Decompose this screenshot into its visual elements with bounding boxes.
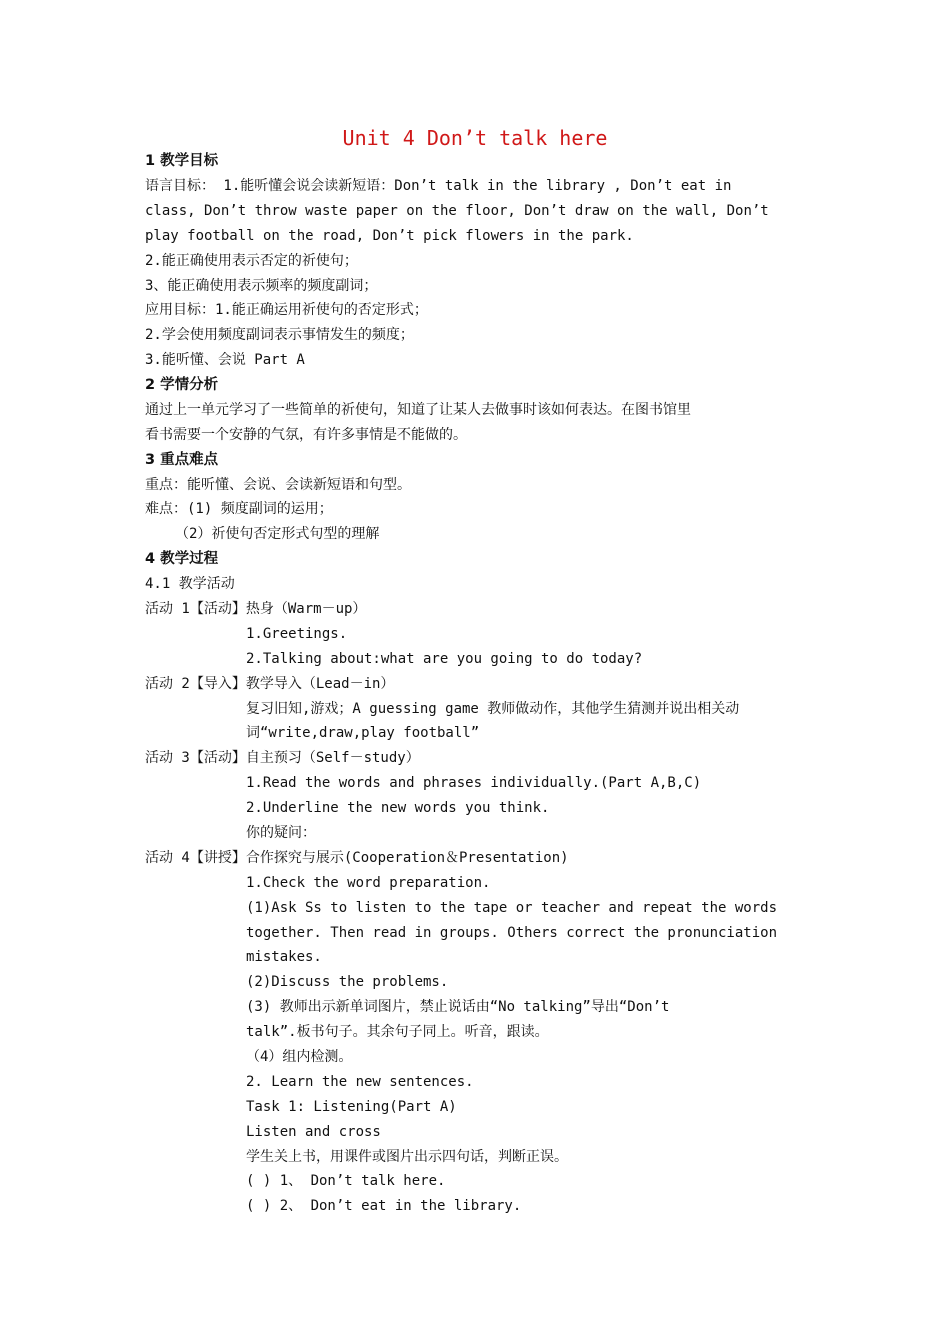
text-line: Task 1: Listening(Part A) xyxy=(246,1099,457,1115)
text-line: 词“write,draw,play football” xyxy=(246,725,480,741)
text-line: （2）祈使句否定形式句型的理解 xyxy=(175,526,380,542)
text-line: class, Don’t throw waste paper on the floor, Don’t draw on the wall, Don’t xyxy=(145,203,769,219)
text-line: 2.Underline the new words you think. xyxy=(246,800,550,816)
text-line: mistakes. xyxy=(246,949,322,965)
text-line: Listen and cross xyxy=(246,1124,381,1140)
text-line: 3、能正确使用表示频率的频度副词； xyxy=(145,278,378,294)
text-line: 难点：(1) 频度副词的运用； xyxy=(145,501,333,517)
text-line: 4.1 教学活动 xyxy=(145,576,235,592)
activity-2-heading: 活动 2【导入】教学导入（Lead－in） xyxy=(145,676,395,692)
text-line: 2.Talking about:what are you going to do today? xyxy=(246,651,643,667)
text-line: (2)Discuss the problems. xyxy=(246,974,449,990)
text-line: 看书需要一个安静的气氛，有许多事情是不能做的。 xyxy=(145,427,467,443)
text-line: 2.学会使用频度副词表示事情发生的频度； xyxy=(145,327,414,343)
text-line: play football on the road, Don’t pick flowers in the park. xyxy=(145,228,634,244)
text-line: (1)Ask Ss to listen to the tape or teacher and repeat the words xyxy=(246,900,778,916)
section-heading-2: 2 学情分析 xyxy=(145,377,219,393)
text-line: （4）组内检测。 xyxy=(246,1049,353,1065)
text-line: 3.能听懂、会说 Part A xyxy=(145,352,305,368)
section-heading-1: 1 教学目标 xyxy=(145,153,219,169)
text-line: 学生关上书，用课件或图片出示四句话，判断正误。 xyxy=(246,1149,568,1165)
text-line: 语言目标： 1.能听懂会说会读新短语：Don’t talk in the library , Don’t eat in xyxy=(145,178,732,194)
text-line: ( ) 1、 Don’t talk here. xyxy=(246,1173,446,1189)
activity-3-heading: 活动 3【活动】自主预习（Self－study） xyxy=(145,750,420,766)
text-line: 通过上一单元学习了一些简单的祈使句，知道了让某人去做事时该如何表达。在图书馆里 xyxy=(145,402,691,418)
text-line: 1.Read the words and phrases individually.(Part A,B,C) xyxy=(246,775,702,791)
text-line: (3) 教师出示新单词图片，禁止说话由“No talking”导出“Don’t xyxy=(246,999,670,1015)
text-line: 你的疑问： xyxy=(246,825,316,841)
activity-1-heading: 活动 1【活动】热身（Warm－up） xyxy=(145,601,367,617)
text-line: ( ) 2、 Don’t eat in the library. xyxy=(246,1198,522,1214)
text-line: 复习旧知,游戏；A guessing game 教师做动作，其他学生猜测并说出相关动 xyxy=(246,701,740,717)
text-line: 1.Greetings. xyxy=(246,626,348,642)
section-heading-3: 3 重点难点 xyxy=(145,452,219,468)
activity-4-heading: 活动 4【讲授】合作探究与展示(Cooperation＆Presentation) xyxy=(145,850,569,866)
text-line: 2. Learn the new sentences. xyxy=(246,1074,474,1090)
text-line: 应用目标：1.能正确运用祈使句的否定形式； xyxy=(145,302,428,318)
text-line: 2.能正确使用表示否定的祈使句； xyxy=(145,253,358,269)
section-heading-4: 4 教学过程 xyxy=(145,551,219,567)
text-line: talk”.板书句子。其余句子同上。听音，跟读。 xyxy=(246,1024,549,1040)
text-line: 重点：能听懂、会说、会读新短语和句型。 xyxy=(145,477,411,493)
text-line: together. Then read in groups. Others correct the pronunciation xyxy=(246,925,778,941)
page-title: Unit 4 Don’t talk here xyxy=(342,126,608,150)
text-line: 1.Check the word preparation. xyxy=(246,875,491,891)
